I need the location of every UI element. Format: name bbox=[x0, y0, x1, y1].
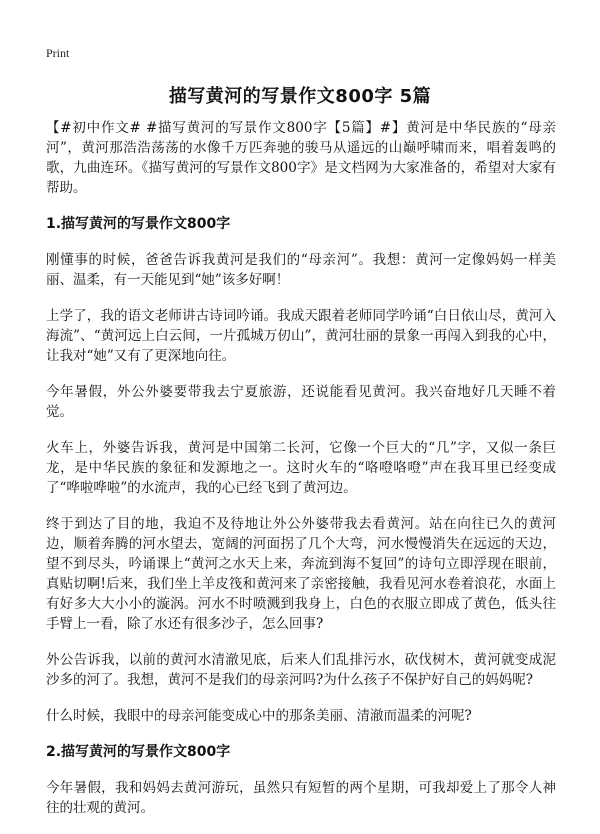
section-heading: 2.描写黄河的写景作文800字 bbox=[46, 744, 231, 760]
paragraph: 上学了，我的语文老师讲古诗词吟诵。我成天跟着老师同学吟诵“白日依山尽，黄河入海流”、“黄河远上白云间，一片孤城万仞山”，黄河壮丽的景象一再闯入到我的心中，让我对“她”又有了更深地向往。 bbox=[46, 308, 556, 364]
paragraph: 终于到达了目的地，我迫不及待地让外公外婆带我去看黄河。站在向往已久的黄河边，顺着奔腾的河水望去，宽阔的河面拐了几个大弯，河水慢慢消失在远远的天边，望不到尽头，吟诵课上“黄河之水天上来，奔流到海不复回”的诗句立即浮现在眼前，真贴切啊!后来，我们坐上羊皮筏和黄河来了亲密接触，我看见河水卷着浪花，水面上有好多大大小小的漩涡。河水不时喷溅到我身上，白色的衣服立即成了黄色，低头往手臂上一看，除了水还有很多沙子，怎么回事? bbox=[46, 516, 556, 632]
paragraph: 今年暑假，我和妈妈去黄河游玩，虽然只有短暂的两个星期，可我却爱上了那令人神往的壮观的黄河。 bbox=[46, 780, 556, 816]
section-2 bbox=[46, 742, 556, 818]
paragraph: 火车上，外婆告诉我，黄河是中国第二长河，它像一个巨大的“几”字，又似一条巨龙，是中华民族的象征和发源地之一。这时火车的“咯噔咯噔”声在我耳里已经变成了“哗啦哗啦”的水流声，我的心已经飞到了黄河边。 bbox=[46, 440, 556, 496]
section-heading: 1.描写黄河的写景作文800字 bbox=[46, 216, 231, 232]
paragraph: 外公告诉我，以前的黄河水清澈见底，后来人们乱排污水，砍伐树木，黄河就变成泥沙多的河了。我想，黄河不是我们的母亲河吗?为什么孩子不保护好自己的妈妈呢? bbox=[46, 652, 556, 688]
paragraph: 今年暑假，外公外婆要带我去宁夏旅游，还说能看见黄河。我兴奋地好几天睡不着觉。 bbox=[46, 384, 556, 420]
paragraph: 什么时候，我眼中的母亲河能变成心中的那条美丽、清澈而温柔的河呢? bbox=[46, 708, 472, 724]
article-body bbox=[46, 118, 556, 834]
paragraph: 刚懂事的时候，爸爸告诉我黄河是我们的“母亲河”。我想：黄河一定像妈妈一样美丽、温柔，有一天能见到“她”该多好啊！ bbox=[46, 252, 556, 288]
print-label: Print bbox=[46, 46, 70, 60]
page-title: 描写黄河的写景作文800字 5篇 bbox=[168, 86, 432, 107]
intro-paragraph: 【#初中作文# #描写黄河的写景作文800字【5篇】#】黄河是中华民族的“母亲河”，黄河那浩浩荡荡的水像千万匹奔驰的骏马从遥远的山巅呼啸而来，唱着轰鸣的歌，九曲连环。《描写黄河的写景作文800字》是文档网为大家准备的，希望对大家有帮助。 bbox=[46, 120, 556, 196]
section-1 bbox=[46, 214, 556, 726]
